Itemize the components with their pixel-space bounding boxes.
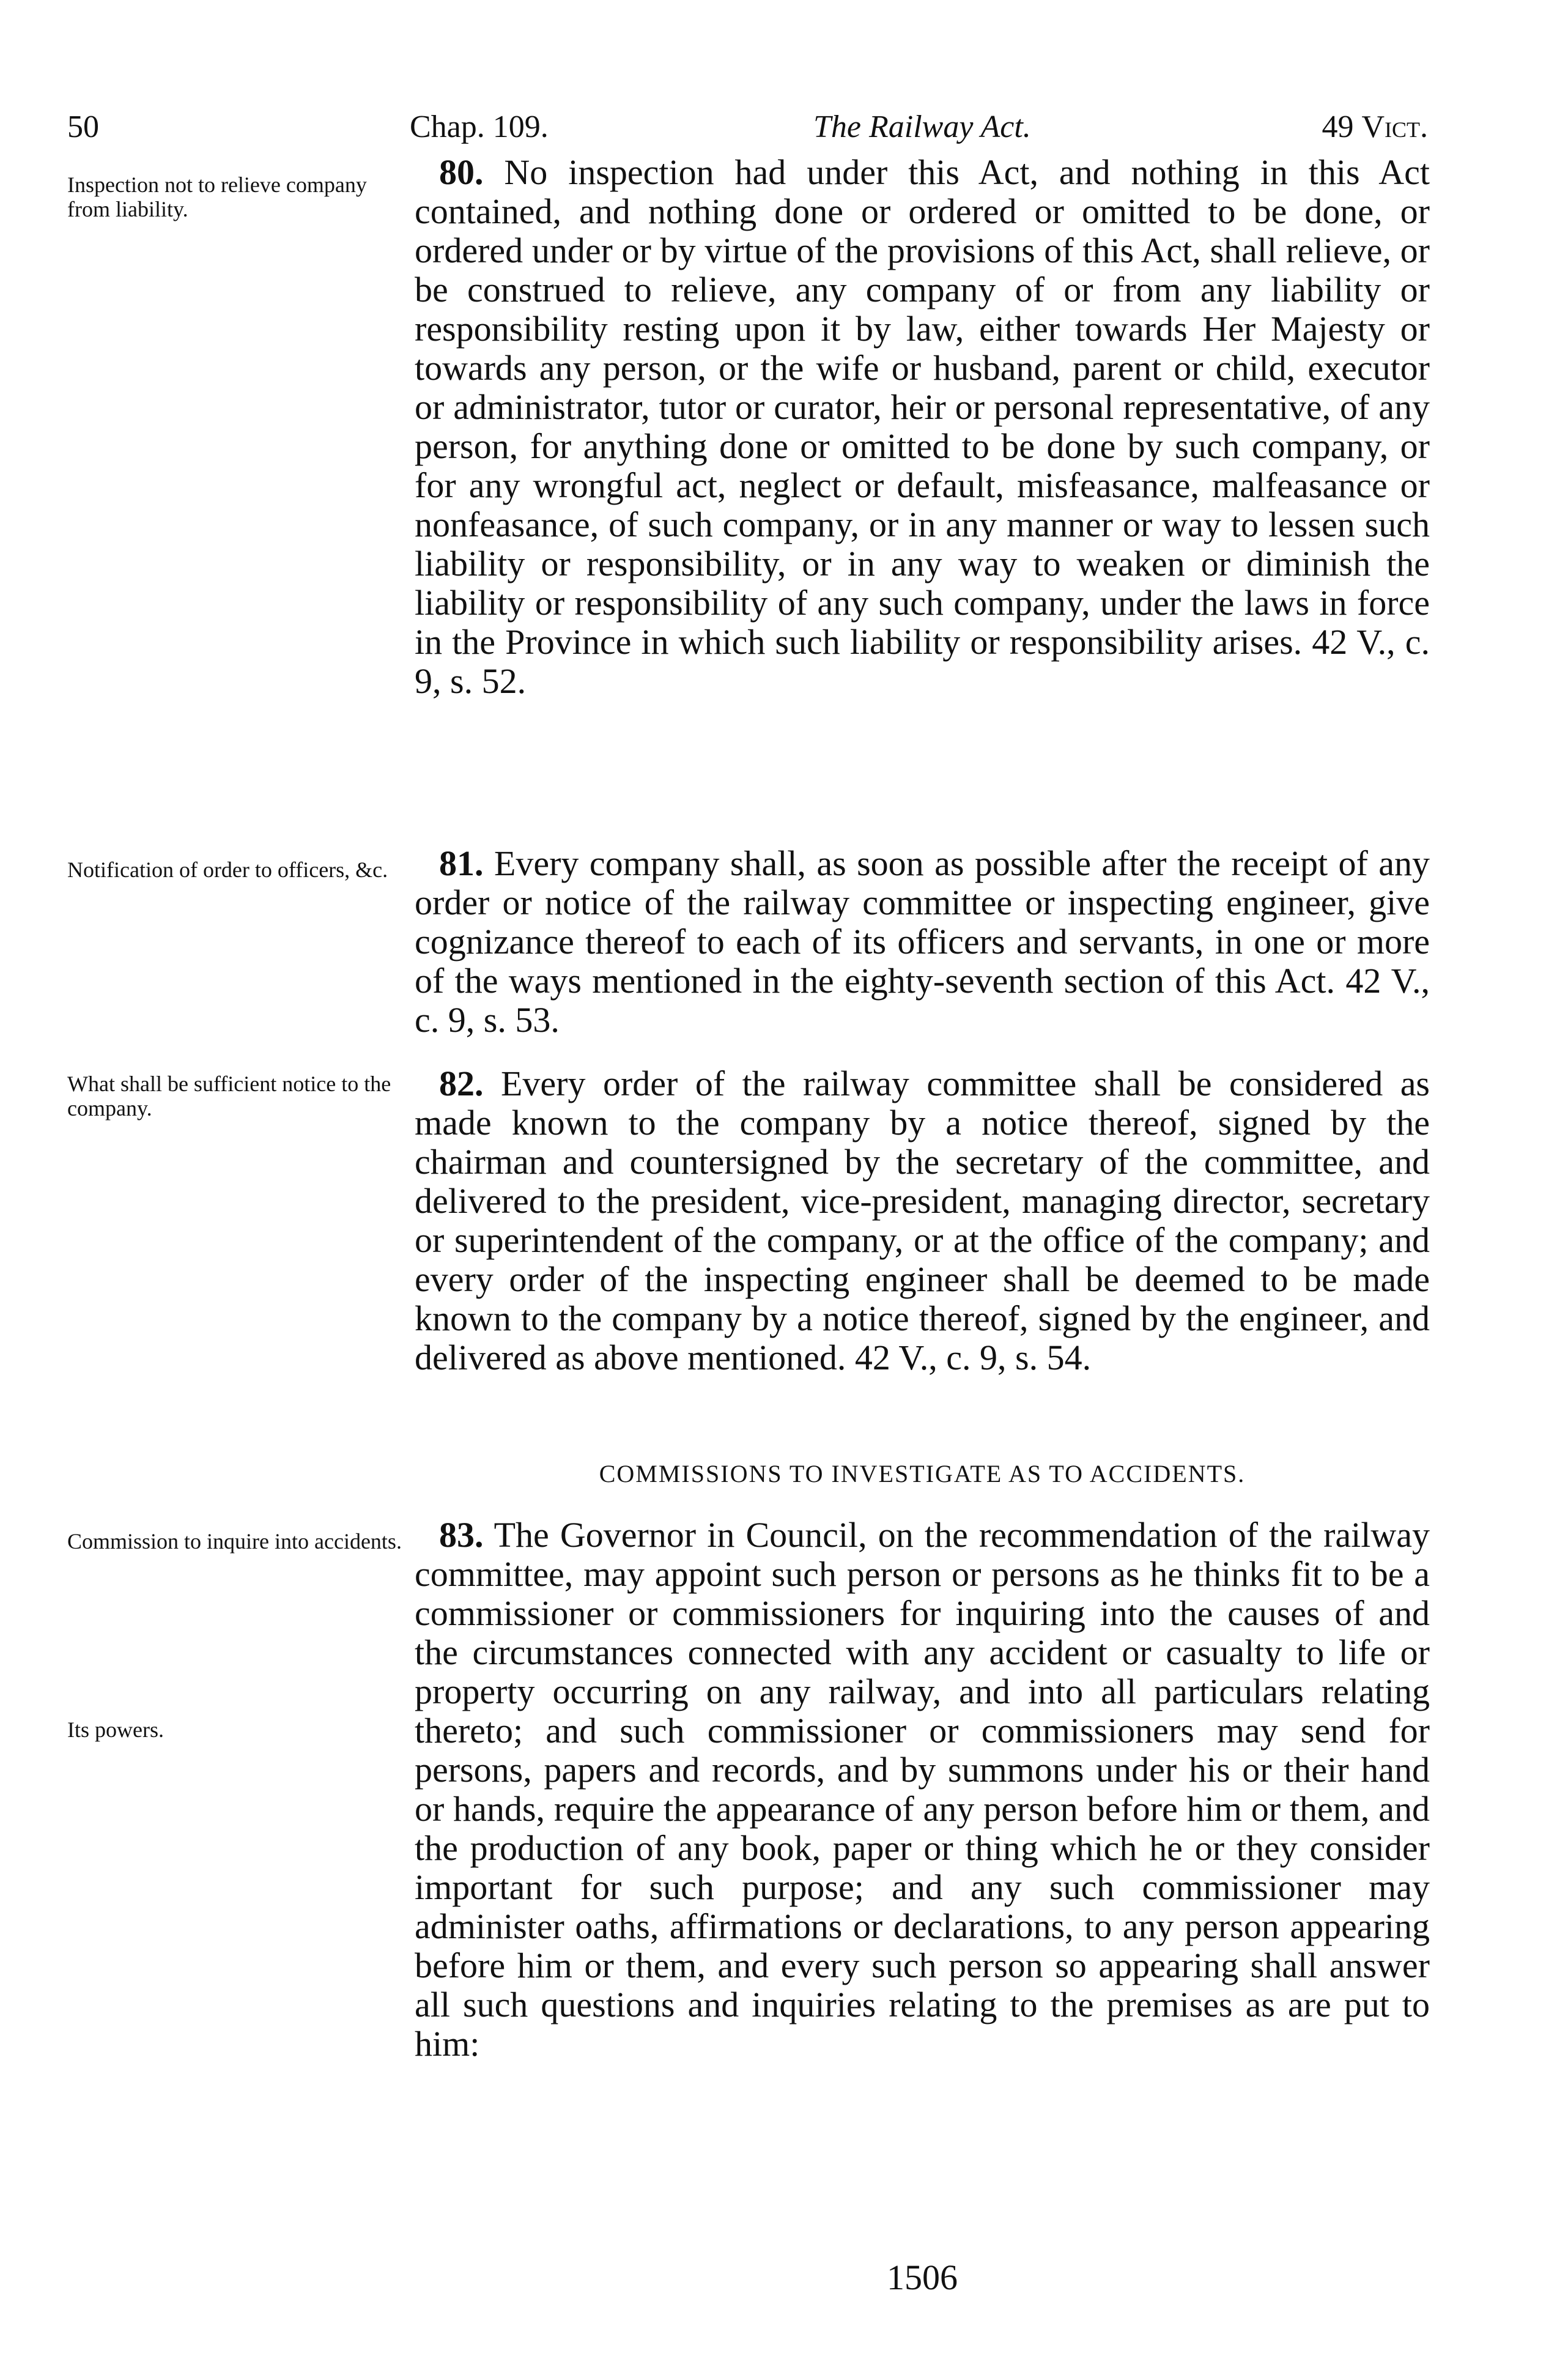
section-number: 82. xyxy=(439,1064,484,1103)
section-heading: COMMISSIONS TO INVESTIGATE AS TO ACCIDENTS. xyxy=(599,1460,1246,1487)
margin-note-s83-powers: Its powers. xyxy=(67,1717,164,1742)
section-number: 80. xyxy=(439,152,484,192)
regnal-year-reign: Vict. xyxy=(1361,109,1428,144)
section-number: 81. xyxy=(439,843,484,883)
running-header xyxy=(67,109,1428,158)
section-80 xyxy=(415,153,1430,701)
section-83 xyxy=(415,1516,1430,2064)
regnal-year-number: 49 xyxy=(1322,109,1362,144)
section-text: No inspection had under this Act, and nothing in this Act contained, and nothing done or ordered or omitted to be done, or ordered under or by virtue of the provisions of this Act, shall relieve, or be construed to relieve, any company of or from any liability or responsibility resting upon it by law, either towards Her Majesty or towards any person, or the wife or husband, parent or child, executor or administrator, tutor or curator, heir or personal representative, of any person, for anything done or omitted to be done by such company, or for any wrongful act, neglect or default, misfeasance, malfeasance or nonfeasance, of such company, or in any manner or way to lessen such liability or responsibility, or in any way to weaken or diminish the liability or responsibility of any such company, under the laws in force in the Province in which such liability or responsibility arises. 42 V., c. 9, s. 52. xyxy=(415,152,1430,701)
chapter-label: Chap. 109. xyxy=(410,109,549,144)
page-number: 50 xyxy=(67,109,99,144)
margin-note-s83: Commission to inquire into accidents. xyxy=(67,1529,402,1554)
act-title: The Railway Act. xyxy=(813,109,1031,144)
regnal-year xyxy=(1322,109,1428,145)
margin-note-s80: Inspection not to relieve company from liability. xyxy=(67,172,367,221)
section-82 xyxy=(415,1064,1430,1377)
section-number: 83. xyxy=(439,1515,484,1555)
section-text: The Governor in Council, on the recommendation of the railway committee, may appoint such person or persons as he thinks fit to be a commissioner or commissioners for inquiring into the causes of and the circumstances connected with any accident or casualty to life or property occurring on any railway, and into all particulars relating thereto; and such commissioner or commissioners may send for persons, papers and records, and by summons under his or their hand or hands, require the appearance of any person before him or them, and the production of any book, paper or thing which he or they consider important for such purpose; and any such commissioner may administer oaths, affirmations or declarations, to any person appearing before him or them, and every such person so appearing shall answer all such questions and inquiries relating to the premises as are put to him: xyxy=(415,1515,1430,2064)
margin-note-s81: Notification of order to officers, &c. xyxy=(67,857,388,882)
margin-note-s82: What shall be sufficient notice to the company. xyxy=(67,1072,391,1120)
page-code: 1506 xyxy=(887,2258,958,2297)
section-text: Every company shall, as soon as possible after the receipt of any order or notice of the railway committee or inspecting engineer, give cognizance thereof to each of its officers and servants, in one or more of the ways mentioned in the eighty-seventh section of this Act. 42 V., c. 9, s. 53. xyxy=(415,843,1430,1040)
section-81 xyxy=(415,844,1430,1040)
section-text: Every order of the railway committee shall be considered as made known to the company by a notice thereof, signed by the chairman and countersigned by the secretary of the committee, and delivered to the president, vice-president, managing director, secretary or superintendent of the company, or at the office of the company; and every order of the inspecting engineer shall be deemed to be made known to the company by a notice thereof, signed by the engineer, and delivered as above mentioned. 42 V., c. 9, s. 54. xyxy=(415,1064,1430,1377)
